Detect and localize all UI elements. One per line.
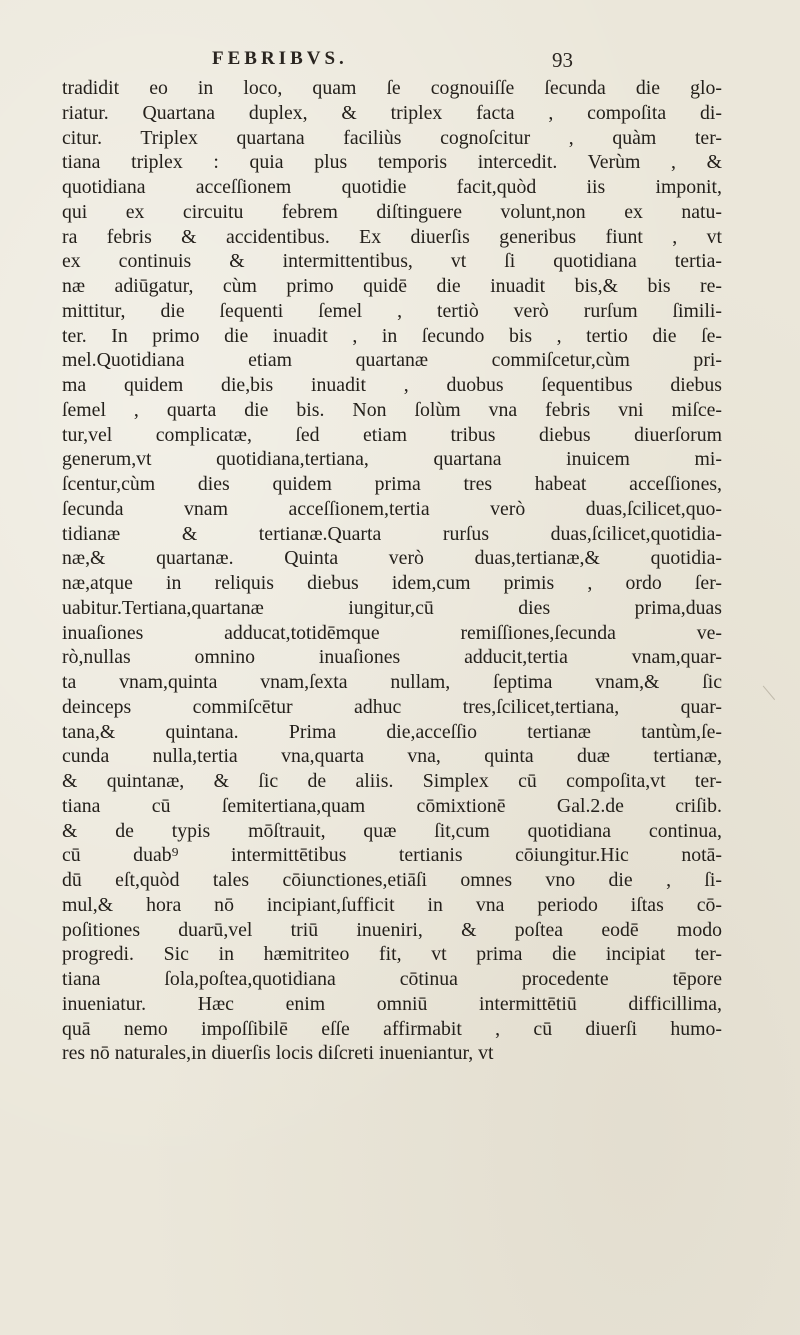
text-line: quā nemo impoſſibilē eſſe affirmabit , cū diuerſi humo- [62, 1017, 722, 1040]
text-line: tur,vel complicatæ, ſed etiam tribus diebus diuerſorum [62, 423, 722, 446]
text-line: ſemel , quarta die bis. Non ſolùm vna febris vni miſce- [62, 398, 722, 421]
text-line: cunda nulla,tertia vna,quarta vna, quinta duæ tertianæ, [62, 745, 722, 768]
text-line: tiana triplex : quia plus temporis intercedit. Verùm , & [62, 151, 722, 174]
text-line: generum,vt quotidiana,tertiana, quartana inuicem mi- [62, 448, 722, 471]
text-line: næ,atque in reliquis diebus idem,cum primis , ordo ſer- [62, 572, 722, 594]
text-line: mul,& hora nō incipiant,ſufficit in vna periodo iſtas cō- [62, 893, 722, 916]
text-line: rò,nullas omnino inuaſiones adducit,tertia vnam,quar- [62, 646, 722, 669]
text-line: quotidiana acceſſionem quotidie facit,quòd iis imponit, [62, 176, 722, 198]
text-line: tidianæ & tertianæ.Quarta rurſus duas,ſcilicet,quotidia- [62, 522, 722, 545]
text-line: qui ex circuitu febrem diſtinguere volunt,non ex natu- [62, 200, 722, 223]
text-line: tana,& quintana. Prima die,acceſſio tertianæ tantùm,ſe- [62, 720, 722, 743]
text-line: citur. Triplex quartana faciliùs cognoſcitur , quàm ter- [62, 126, 722, 149]
text-line: næ,& quartanæ. Quinta verò duas,tertianæ,& quotidia- [62, 547, 722, 570]
text-line: poſitiones duarū,vel triū inueniri, & poſtea eodē modo [62, 918, 722, 941]
text-line: ter. In primo die inuadit , in ſecundo bis , tertio die ſe- [62, 324, 722, 347]
text-line: ra febris & accidentibus. Ex diuerſis generibus fiunt , vt [62, 225, 722, 248]
text-line: inuaſiones adducat,totidēmque remiſſiones,ſecunda ve- [62, 621, 722, 644]
text-line: ex continuis & intermittentibus, vt ſi quotidiana tertia- [62, 250, 722, 273]
text-line: mittitur, die ſequenti ſemel , tertiò verò rurſum ſimili- [62, 299, 722, 322]
text-line: tiana cū ſemitertiana,quam cōmixtionē Gal.2.de criſib. [62, 794, 722, 817]
text-line: ſecunda vnam acceſſionem,tertia verò duas,ſcilicet,quo- [62, 497, 722, 520]
text-line: riatur. Quartana duplex, & triplex facta , compoſita di- [62, 101, 722, 124]
text-line: næ adiūgatur, cùm primo quidē die inuadit bis,& bis re- [62, 275, 722, 297]
body-text [62, 76, 722, 1066]
text-line: res nō naturales,in diuerſis locis diſcreti inueniantur, vt [62, 1042, 494, 1065]
text-line: deinceps commiſcētur adhuc tres,ſcilicet,tertiana, quar- [62, 695, 722, 718]
text-line: & quintanæ, & ſic de aliis. Simplex cū compoſita,vt ter- [62, 770, 722, 792]
text-line: progredi. Sic in hæmitriteo fit, vt prima die incipiat ter- [62, 943, 722, 966]
page-number: 93 [552, 48, 573, 72]
text-line: mel.Quotidiana etiam quartanæ commiſcetur,cùm pri- [62, 349, 722, 372]
text-line: tradidit eo in loco, quam ſe cognouiſſe ſecunda die glo- [62, 77, 722, 99]
text-line: ma quidem die,bis inuadit , duobus ſequentibus diebus [62, 374, 722, 396]
paper-mark [763, 678, 785, 700]
running-head: FEBRIBVS. [212, 48, 348, 69]
text-line: & de typis mōſtrauit, quæ ſit,cum quotidiana continua, [62, 819, 722, 842]
text-line: tiana ſola,poſtea,quotidiana cōtinua procedente tēpore [62, 968, 722, 990]
text-line: cū duab⁹ intermittētibus tertianis cōiungitur.Hic notā- [62, 844, 722, 867]
text-line: inueniatur. Hæc enim omniū intermittētiū difficillima, [62, 992, 722, 1015]
text-line: dū eſt,quòd tales cōiunctiones,etiāſi omnes vno die , ſi- [62, 869, 722, 891]
text-line: ta vnam,quinta vnam,ſexta nullam, ſeptima vnam,& ſic [62, 671, 722, 693]
text-line: ſcentur,cùm dies quidem prima tres habeat acceſſiones, [62, 473, 722, 495]
text-line: uabitur.Tertiana,quartanæ iungitur,cū dies prima,duas [62, 596, 722, 619]
